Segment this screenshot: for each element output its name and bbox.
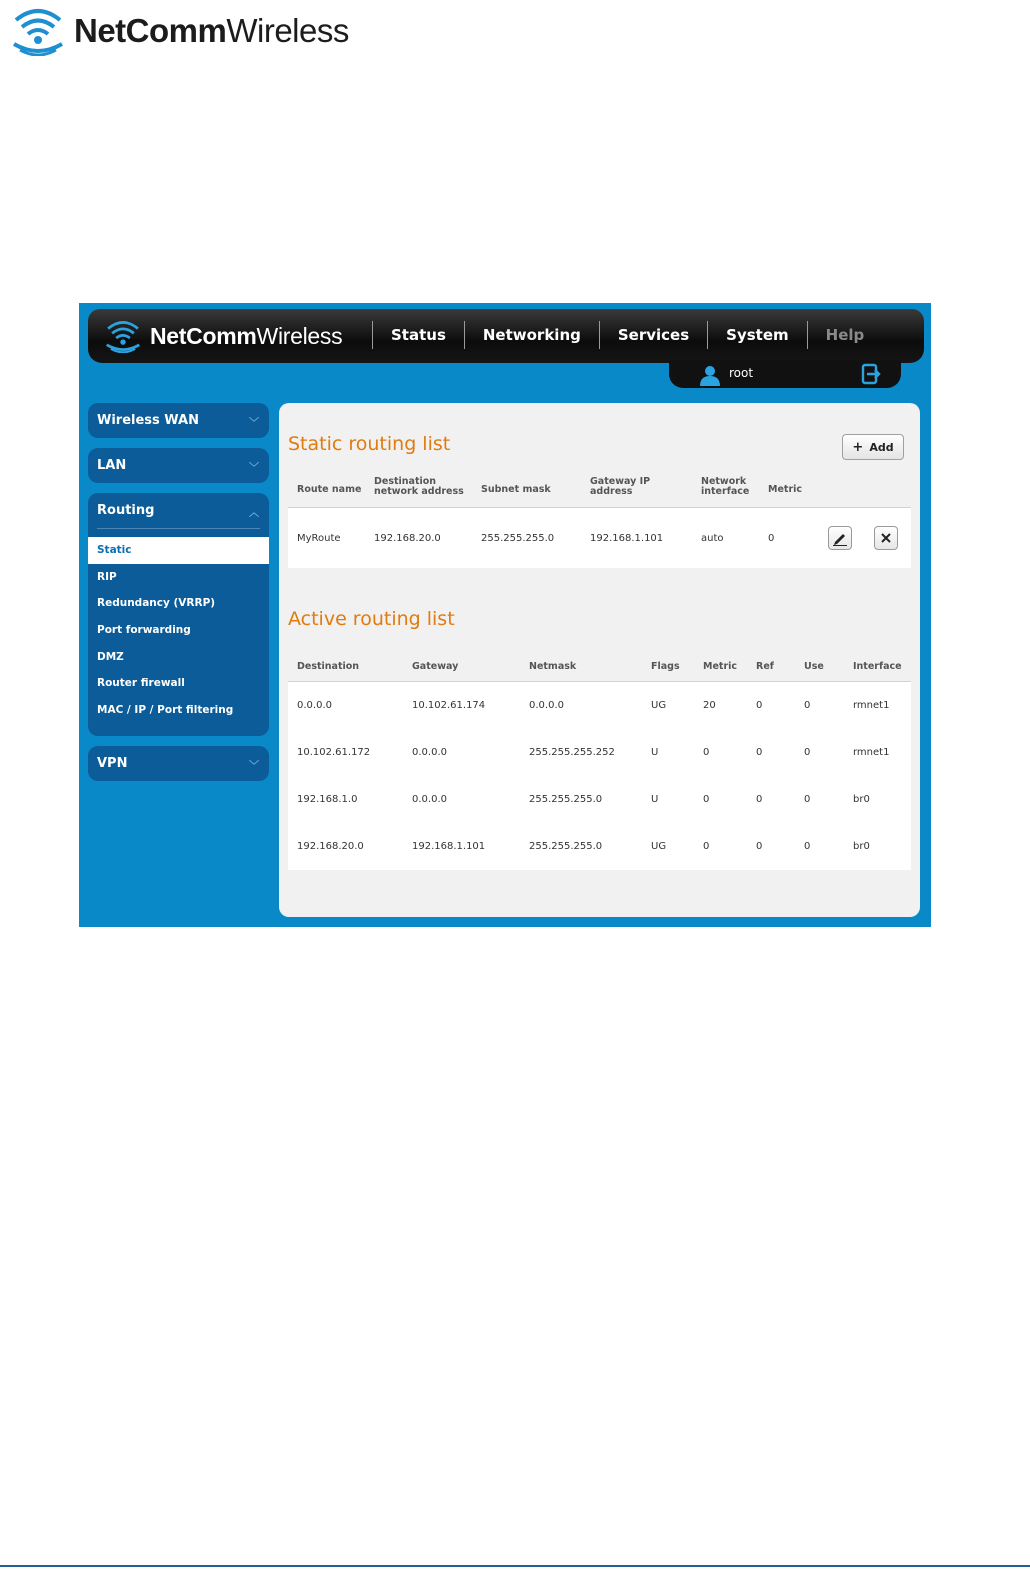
cell-subnet-mask: 255.255.255.0 bbox=[481, 533, 555, 544]
nav-help[interactable]: Help bbox=[807, 321, 883, 349]
wifi-logo-icon bbox=[104, 319, 142, 353]
col-route-name: Route name bbox=[297, 484, 362, 495]
table-row bbox=[288, 729, 911, 776]
cell-gateway: 0.0.0.0 bbox=[412, 794, 447, 805]
router-ui-screenshot bbox=[79, 303, 931, 927]
cell-gateway: 192.168.1.101 bbox=[412, 841, 486, 852]
cell-flags: U bbox=[651, 794, 659, 805]
col-subnet-mask: Subnet mask bbox=[481, 484, 551, 495]
cell-netmask: 255.255.255.252 bbox=[529, 747, 615, 758]
document-logo bbox=[10, 5, 349, 57]
cell-metric: 20 bbox=[703, 700, 716, 711]
user-icon bbox=[699, 364, 721, 386]
col-metric: Metric bbox=[703, 661, 738, 672]
chevron-down-icon: ﹀ bbox=[249, 463, 259, 474]
sidebar-item-dmz[interactable]: DMZ bbox=[97, 650, 124, 663]
static-table-header bbox=[288, 473, 911, 508]
cell-interface: auto bbox=[701, 533, 724, 544]
cell-destination: 192.168.1.0 bbox=[297, 794, 358, 805]
col-destination-network: Destination network address bbox=[374, 476, 464, 497]
sidebar-group-routing bbox=[88, 493, 269, 736]
cell-netmask: 255.255.255.0 bbox=[529, 841, 603, 852]
wifi-logo-icon bbox=[10, 6, 66, 56]
table-row bbox=[288, 508, 911, 568]
cell-metric: 0 bbox=[703, 747, 710, 758]
main-nav bbox=[372, 321, 882, 349]
cell-destination: 192.168.20.0 bbox=[297, 841, 364, 852]
sidebar-item-redundancy[interactable]: Redundancy (VRRP) bbox=[97, 597, 216, 610]
table-row bbox=[288, 682, 911, 729]
top-bar bbox=[88, 309, 924, 363]
col-network-interface: Network interface bbox=[701, 476, 750, 497]
col-interface: Interface bbox=[853, 661, 902, 672]
edit-route-button[interactable] bbox=[828, 526, 852, 550]
sidebar-item-routing[interactable]: Routing ︿ bbox=[97, 503, 259, 519]
cell-interface: br0 bbox=[853, 794, 870, 805]
sidebar-item-router-firewall[interactable]: Router firewall bbox=[97, 677, 185, 690]
col-gateway-ip: Gateway IP address bbox=[590, 476, 651, 497]
cell-use: 0 bbox=[804, 794, 811, 805]
pencil-icon bbox=[832, 530, 848, 546]
cell-metric: 0 bbox=[703, 841, 710, 852]
col-netmask: Netmask bbox=[529, 661, 577, 672]
nav-services[interactable]: Services bbox=[599, 321, 707, 349]
cell-use: 0 bbox=[804, 841, 811, 852]
cell-gateway: 192.168.1.101 bbox=[590, 533, 664, 544]
cell-use: 0 bbox=[804, 700, 811, 711]
cell-ref: 0 bbox=[756, 841, 763, 852]
sidebar-item-rip[interactable]: RIP bbox=[97, 570, 117, 583]
main-panel bbox=[279, 403, 920, 917]
cell-destination: 0.0.0.0 bbox=[297, 700, 332, 711]
footer-divider bbox=[0, 1565, 1030, 1567]
sidebar-item-port-forwarding[interactable]: Port forwarding bbox=[97, 624, 191, 637]
cell-gateway: 10.102.61.174 bbox=[412, 700, 486, 711]
sidebar-item-wireless-wan[interactable]: Wireless WAN ﹀ bbox=[88, 403, 269, 438]
active-table-header bbox=[288, 653, 911, 682]
nav-status[interactable]: Status bbox=[372, 321, 464, 349]
delete-route-button[interactable] bbox=[874, 526, 898, 550]
cell-interface: rmnet1 bbox=[853, 700, 890, 711]
cell-destination: 10.102.61.172 bbox=[297, 747, 371, 758]
sidebar-item-vpn[interactable]: VPN ﹀ bbox=[88, 746, 269, 781]
cell-use: 0 bbox=[804, 747, 811, 758]
chevron-down-icon: ﹀ bbox=[249, 418, 259, 429]
col-destination: Destination bbox=[297, 661, 360, 672]
sidebar-item-static[interactable]: Static bbox=[88, 537, 269, 564]
chevron-up-icon: ︿ bbox=[249, 508, 259, 519]
table-row bbox=[288, 776, 911, 823]
username: root bbox=[729, 366, 754, 380]
col-metric: Metric bbox=[768, 484, 803, 495]
app-logo[interactable]: NetCommWireless bbox=[104, 317, 342, 355]
cell-flags: U bbox=[651, 747, 659, 758]
nav-system[interactable]: System bbox=[707, 321, 806, 349]
sidebar-item-mac-ip-port-filtering[interactable]: MAC / IP / Port filtering bbox=[97, 703, 234, 716]
divider bbox=[97, 528, 260, 529]
col-flags: Flags bbox=[651, 661, 680, 672]
close-icon bbox=[881, 533, 891, 543]
cell-ref: 0 bbox=[756, 700, 763, 711]
cell-metric: 0 bbox=[703, 794, 710, 805]
document-brand: NetCommWireless bbox=[74, 12, 349, 49]
logout-icon[interactable] bbox=[861, 363, 881, 385]
nav-networking[interactable]: Networking bbox=[464, 321, 599, 349]
static-table-body bbox=[288, 508, 911, 568]
cell-route-name: MyRoute bbox=[297, 533, 341, 544]
col-ref: Ref bbox=[756, 661, 774, 672]
cell-gateway: 0.0.0.0 bbox=[412, 747, 447, 758]
cell-netmask: 255.255.255.0 bbox=[529, 794, 603, 805]
sidebar-item-lan[interactable]: LAN ﹀ bbox=[88, 448, 269, 483]
chevron-down-icon: ﹀ bbox=[249, 761, 259, 772]
static-routing-title: Static routing list bbox=[288, 433, 451, 455]
add-route-button[interactable]: + Add bbox=[842, 434, 904, 460]
cell-interface: br0 bbox=[853, 841, 870, 852]
cell-ref: 0 bbox=[756, 747, 763, 758]
plus-icon: + bbox=[852, 439, 864, 455]
cell-destination: 192.168.20.0 bbox=[374, 533, 441, 544]
cell-netmask: 0.0.0.0 bbox=[529, 700, 564, 711]
table-row bbox=[288, 823, 911, 870]
active-table-body bbox=[288, 682, 911, 870]
col-gateway: Gateway bbox=[412, 661, 459, 672]
cell-ref: 0 bbox=[756, 794, 763, 805]
col-use: Use bbox=[804, 661, 824, 672]
active-routing-title: Active routing list bbox=[288, 608, 455, 630]
cell-interface: rmnet1 bbox=[853, 747, 890, 758]
user-tab bbox=[669, 360, 901, 388]
cell-flags: UG bbox=[651, 841, 667, 852]
cell-flags: UG bbox=[651, 700, 667, 711]
cell-metric: 0 bbox=[768, 533, 775, 544]
